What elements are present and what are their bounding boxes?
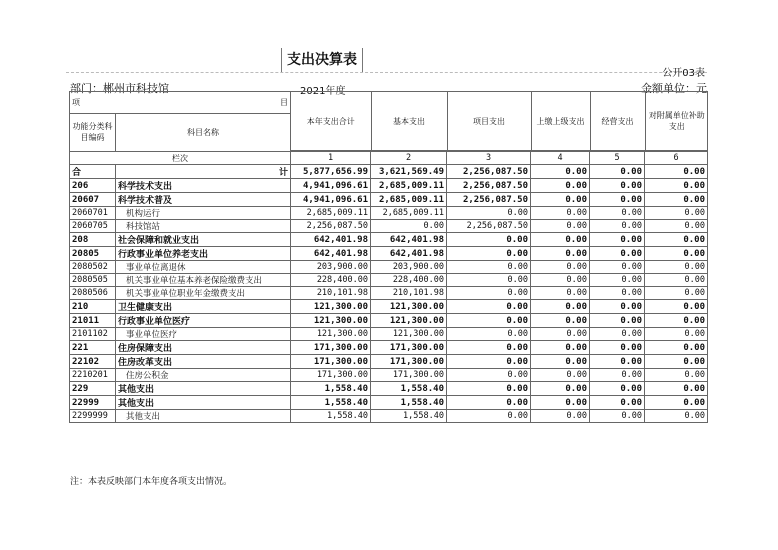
row-business: 0.00 [590,165,645,179]
row-total: 1,558.40 [291,382,371,396]
table-row [70,207,708,220]
project-right-label: 目 [280,97,288,107]
row-name: 其他支出 [116,396,291,410]
table-row [70,314,708,328]
row-business: 0.00 [590,410,645,423]
row-subsidy: 0.00 [645,207,708,220]
row-basic: 121,300.00 [371,314,447,328]
row-code: 22999 [70,396,116,410]
row-basic: 210,101.98 [371,287,447,300]
table-row [70,247,708,261]
row-business: 0.00 [590,314,645,328]
row-subsidy: 0.00 [645,382,708,396]
row-upper: 0.00 [531,328,590,341]
col-name-header: 科目名称 [116,113,291,151]
row-code: 210 [70,300,116,314]
index-col-4: 4 [531,152,590,165]
row-business: 0.00 [590,287,645,300]
row-subsidy: 0.00 [645,261,708,274]
row-name: 机关事业单位基本养老保险缴费支出 [116,274,291,287]
row-name: 社会保障和就业支出 [116,233,291,247]
row-code: 208 [70,233,116,247]
row-business: 0.00 [590,355,645,369]
row-name: 计 [116,165,291,179]
row-upper: 0.00 [531,287,590,300]
row-basic: 2,685,009.11 [371,207,447,220]
footnote: 注：本表反映部门本年度各项支出情况。 [70,477,233,487]
table-row [70,300,708,314]
row-business: 0.00 [590,328,645,341]
row-upper: 0.00 [531,382,590,396]
row-project: 0.00 [447,328,531,341]
row-upper: 0.00 [531,300,590,314]
index-col-6: 6 [645,152,708,165]
row-code: 206 [70,179,116,193]
row-business: 0.00 [590,396,645,410]
table-row [70,328,708,341]
title-divider [66,72,707,73]
row-basic: 228,400.00 [371,274,447,287]
row-basic: 1,558.40 [371,382,447,396]
row-basic: 642,401.98 [371,233,447,247]
index-col-1: 1 [291,152,371,165]
row-business: 0.00 [590,369,645,382]
row-total: 642,401.98 [291,247,371,261]
row-total: 4,941,096.61 [291,179,371,193]
row-subsidy: 0.00 [645,274,708,287]
title-row [66,44,707,79]
row-upper: 0.00 [531,261,590,274]
col-total-header: 本年支出合计 [291,92,371,151]
row-business: 0.00 [590,300,645,314]
row-business: 0.00 [590,179,645,193]
row-basic: 171,300.00 [371,341,447,355]
row-upper: 0.00 [531,220,590,233]
fiscal-year: 2021年度 [300,86,346,97]
col-code-header: 功能分类科目编码 [70,113,116,151]
row-project: 0.00 [447,410,531,423]
table-row [70,220,708,233]
row-name: 卫生健康支出 [116,300,291,314]
row-total: 171,300.00 [291,341,371,355]
row-project: 0.00 [447,314,531,328]
row-upper: 0.00 [531,207,590,220]
row-name: 住房保障支出 [116,341,291,355]
table-row [70,341,708,355]
row-basic: 121,300.00 [371,328,447,341]
col-business-header: 经营支出 [590,92,645,151]
row-code: 221 [70,341,116,355]
row-business: 0.00 [590,274,645,287]
row-project: 0.00 [447,396,531,410]
row-code: 229 [70,382,116,396]
index-col-5: 5 [590,152,645,165]
row-code: 2299999 [70,410,116,423]
row-project: 0.00 [447,355,531,369]
row-total: 228,400.00 [291,274,371,287]
row-subsidy: 0.00 [645,328,708,341]
row-project: 0.00 [447,247,531,261]
row-name: 行政事业单位医疗 [116,314,291,328]
row-project: 0.00 [447,287,531,300]
table-row [70,382,708,396]
table-row [70,261,708,274]
project-label: 项 [72,97,80,107]
row-name: 机关事业单位职业年金缴费支出 [116,287,291,300]
row-name: 机构运行 [116,207,291,220]
row-subsidy: 0.00 [645,193,708,207]
row-name: 其他支出 [116,410,291,423]
row-basic: 1,558.40 [371,396,447,410]
row-total: 4,941,096.61 [291,193,371,207]
row-upper: 0.00 [531,314,590,328]
row-name: 科技馆站 [116,220,291,233]
row-project: 2,256,087.50 [447,193,531,207]
department-label: 部门：郴州市科技馆 [70,82,169,95]
row-subsidy: 0.00 [645,300,708,314]
column-headers-cell [291,92,708,152]
row-code: 合 [70,165,116,179]
row-name: 行政事业单位养老支出 [116,247,291,261]
row-total: 210,101.98 [291,287,371,300]
row-business: 0.00 [590,341,645,355]
row-upper: 0.00 [531,233,590,247]
row-code: 22102 [70,355,116,369]
row-upper: 0.00 [531,165,590,179]
row-total: 203,900.00 [291,261,371,274]
row-business: 0.00 [590,382,645,396]
row-upper: 0.00 [531,247,590,261]
row-code: 2060701 [70,207,116,220]
project-label-cell [70,92,291,114]
row-basic: 203,900.00 [371,261,447,274]
row-name: 科学技术普及 [116,193,291,207]
row-upper: 0.00 [531,355,590,369]
table-row [70,410,708,423]
currency-unit: 金额单位：元 [641,82,707,95]
row-basic: 0.00 [371,220,447,233]
row-project: 0.00 [447,382,531,396]
row-subsidy: 0.00 [645,220,708,233]
row-basic: 171,300.00 [371,369,447,382]
row-subsidy: 0.00 [645,287,708,300]
row-project: 0.00 [447,369,531,382]
row-name: 住房公积金 [116,369,291,382]
row-project: 0.00 [447,341,531,355]
row-name: 住房改革支出 [116,355,291,369]
row-total: 1,558.40 [291,410,371,423]
row-upper: 0.00 [531,341,590,355]
table-row [70,355,708,369]
row-upper: 0.00 [531,369,590,382]
row-name: 事业单位离退休 [116,261,291,274]
table-reference: 公开03表 [662,68,705,79]
table-row [70,287,708,300]
row-subsidy: 0.00 [645,396,708,410]
row-project: 0.00 [447,233,531,247]
row-upper: 0.00 [531,193,590,207]
row-business: 0.00 [590,193,645,207]
row-upper: 0.00 [531,410,590,423]
index-label: 栏次 [70,152,291,165]
report-sheet [66,44,707,487]
row-basic: 642,401.98 [371,247,447,261]
table-row [70,193,708,207]
row-business: 0.00 [590,247,645,261]
row-project: 0.00 [447,207,531,220]
row-code: 2210201 [70,369,116,382]
col-subsidy-header: 对附属单位补助支出 [645,92,708,151]
row-name: 其他支出 [116,382,291,396]
row-basic: 2,685,009.11 [371,179,447,193]
row-subsidy: 0.00 [645,410,708,423]
row-project: 0.00 [447,261,531,274]
row-subsidy: 0.00 [645,247,708,261]
row-project: 0.00 [447,274,531,287]
row-total: 171,300.00 [291,369,371,382]
table-row [70,369,708,382]
row-total: 121,300.00 [291,300,371,314]
row-total: 2,685,009.11 [291,207,371,220]
row-subsidy: 0.00 [645,355,708,369]
table-row [70,274,708,287]
col-project-header: 项目支出 [447,92,531,151]
index-row [70,152,708,165]
row-total: 1,558.40 [291,396,371,410]
row-code: 2080505 [70,274,116,287]
table-row [70,165,708,179]
row-basic: 3,621,569.49 [371,165,447,179]
row-project: 2,256,087.50 [447,165,531,179]
row-subsidy: 0.00 [645,369,708,382]
row-subsidy: 0.00 [645,165,708,179]
row-basic: 121,300.00 [371,300,447,314]
row-project: 0.00 [447,300,531,314]
row-code: 20607 [70,193,116,207]
row-total: 5,877,656.99 [291,165,371,179]
row-basic: 171,300.00 [371,355,447,369]
row-upper: 0.00 [531,179,590,193]
row-code: 21011 [70,314,116,328]
row-code: 2080502 [70,261,116,274]
row-total: 121,300.00 [291,328,371,341]
table-row [70,179,708,193]
row-total: 642,401.98 [291,233,371,247]
row-name: 事业单位医疗 [116,328,291,341]
expenditure-table [69,91,708,423]
row-total: 121,300.00 [291,314,371,328]
row-subsidy: 0.00 [645,341,708,355]
index-col-3: 3 [447,152,531,165]
table-row [70,233,708,247]
row-upper: 0.00 [531,396,590,410]
col-basic-header: 基本支出 [371,92,447,151]
col-upper-header: 上缴上级支出 [531,92,590,151]
row-business: 0.00 [590,207,645,220]
index-col-2: 2 [371,152,447,165]
row-project: 2,256,087.50 [447,220,531,233]
row-basic: 2,685,009.11 [371,193,447,207]
row-basic: 1,558.40 [371,410,447,423]
row-upper: 0.00 [531,274,590,287]
row-code: 2101102 [70,328,116,341]
row-total: 2,256,087.50 [291,220,371,233]
row-project: 2,256,087.50 [447,179,531,193]
row-subsidy: 0.00 [645,314,708,328]
row-subsidy: 0.00 [645,179,708,193]
project-label-row [70,92,708,114]
row-business: 0.00 [590,233,645,247]
row-total: 171,300.00 [291,355,371,369]
row-subsidy: 0.00 [645,233,708,247]
row-business: 0.00 [590,220,645,233]
row-business: 0.00 [590,261,645,274]
row-name: 科学技术支出 [116,179,291,193]
table-row [70,396,708,410]
row-code: 2060705 [70,220,116,233]
row-code: 20805 [70,247,116,261]
row-code: 2080506 [70,287,116,300]
report-title: 支出决算表 [281,48,363,72]
